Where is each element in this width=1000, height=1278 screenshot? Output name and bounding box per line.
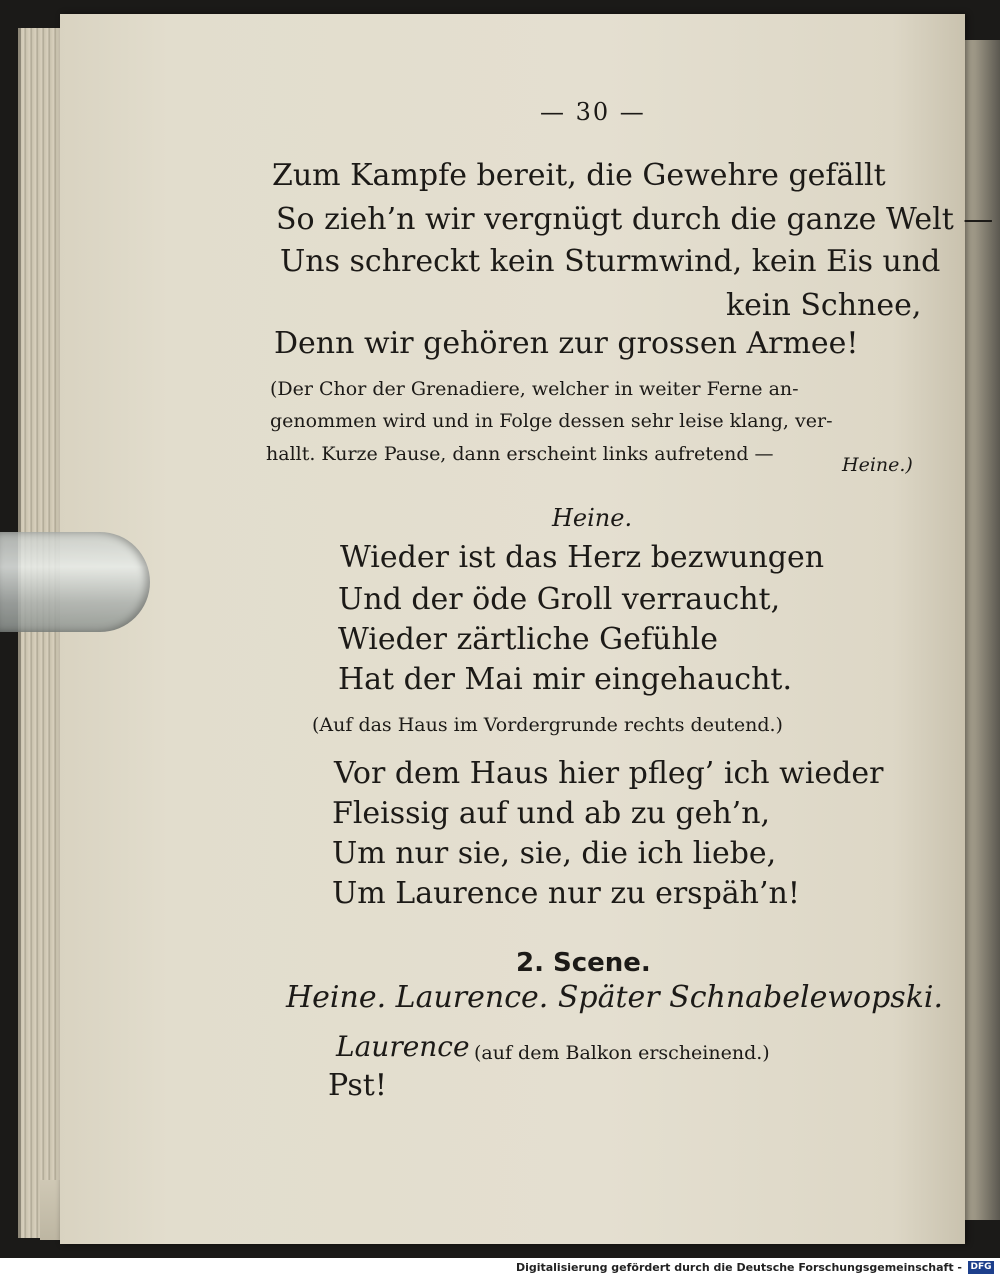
page-number: — 30 — — [540, 98, 646, 126]
speaker-heine: Heine. — [552, 504, 633, 532]
verse-line: Um nur sie, sie, die ich liebe, — [332, 836, 777, 871]
scene-cast: Heine. Laurence. Später Schnabelewopski. — [286, 980, 943, 1015]
stage-direction: (Auf das Haus im Vordergrunde rechts deutend.) — [312, 714, 783, 736]
stage-direction-line: hallt. Kurze Pause, dann erscheint links aufretend — — [266, 443, 774, 465]
verse-line: Und der öde Groll verraucht, — [338, 582, 781, 617]
verse-line: Um Laurence nur zu erspäh’n! — [332, 876, 800, 911]
verse-line: Hat der Mai mir eingehaucht. — [338, 662, 792, 697]
verse-line: Denn wir gehören zur grossen Armee! — [274, 326, 859, 361]
verse-line: So zieh’n wir vergnügt durch die ganze Welt — — [276, 202, 994, 237]
verse-line: kein Schnee, — [726, 288, 922, 323]
verse-line: Uns schreckt kein Sturmwind, kein Eis und — [280, 244, 941, 279]
digitization-footer — [0, 1258, 1000, 1278]
verse-line: Zum Kampfe bereit, die Gewehre gefällt — [272, 158, 886, 193]
speaker-laurence: Laurence — [336, 1030, 470, 1063]
stage-direction-speaker: Heine.) — [842, 454, 913, 476]
verse-line: Pst! — [328, 1068, 387, 1103]
stage-direction-line: (Der Chor der Grenadiere, welcher in weiter Ferne an- — [270, 378, 799, 400]
stage-direction-line: genommen wird und in Folge dessen sehr leise klang, ver- — [270, 410, 833, 432]
verse-line: Fleissig auf und ab zu geh’n, — [332, 796, 771, 831]
footer-credit: Digitalisierung gefördert durch die Deutsche Forschungsgemeinschaft - — [515, 1261, 962, 1274]
scene-heading: 2. Scene. — [516, 948, 651, 978]
verse-line: Vor dem Haus hier pfleg’ ich wieder — [334, 756, 884, 791]
dfg-logo: DFG — [968, 1261, 994, 1274]
verse-line: Wieder ist das Herz bezwungen — [340, 540, 825, 575]
verse-line: Wieder zärtliche Gefühle — [338, 622, 718, 657]
page-clip — [0, 532, 150, 632]
stage-direction: (auf dem Balkon erscheinend.) — [474, 1042, 770, 1064]
